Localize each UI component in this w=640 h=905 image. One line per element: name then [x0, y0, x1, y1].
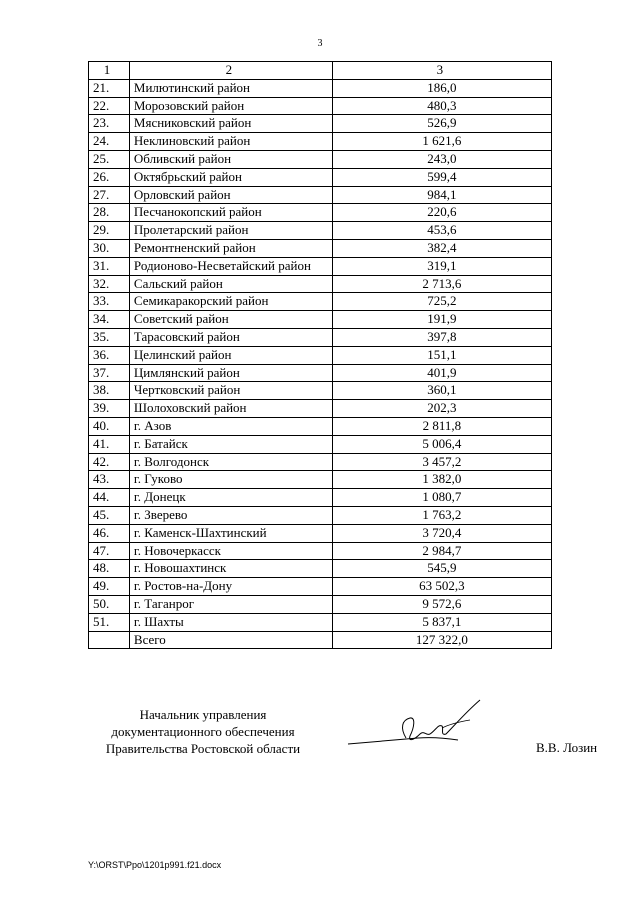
table-row — [89, 79, 552, 97]
position-title — [88, 706, 318, 757]
amount-cell: 3 720,4 — [332, 524, 551, 542]
table-row — [89, 542, 552, 560]
amount-cell: 1 080,7 — [332, 489, 551, 507]
district-name-cell: Неклиновский район — [129, 133, 332, 151]
amount-cell: 397,8 — [332, 328, 551, 346]
district-name-cell: Целинский район — [129, 346, 332, 364]
district-name-cell: Советский район — [129, 311, 332, 329]
row-number-cell: 32. — [89, 275, 130, 293]
total-label-cell: Всего — [129, 631, 332, 649]
amount-cell: 2 984,7 — [332, 542, 551, 560]
district-name-cell: г. Донецк — [129, 489, 332, 507]
district-name-cell: Ремонтненский район — [129, 239, 332, 257]
amount-cell: 220,6 — [332, 204, 551, 222]
amount-cell: 5 006,4 — [332, 435, 551, 453]
page-number: 3 — [317, 38, 323, 49]
row-number-cell: 39. — [89, 400, 130, 418]
header-col-3: 3 — [332, 62, 551, 80]
amount-cell: 545,9 — [332, 560, 551, 578]
table-row — [89, 222, 552, 240]
district-name-cell: Цимлянский район — [129, 364, 332, 382]
row-number-cell: 29. — [89, 222, 130, 240]
table-row — [89, 364, 552, 382]
row-number-cell: 51. — [89, 613, 130, 631]
district-name-cell: г. Волгодонск — [129, 453, 332, 471]
total-blank-cell — [89, 631, 130, 649]
signer-name: В.В. Лозин — [536, 740, 598, 755]
district-name-cell: Песчанокопский район — [129, 204, 332, 222]
amount-cell: 360,1 — [332, 382, 551, 400]
district-name-cell: г. Азов — [129, 417, 332, 435]
amount-cell: 382,4 — [332, 239, 551, 257]
row-number-cell: 43. — [89, 471, 130, 489]
table-row — [89, 239, 552, 257]
table-row — [89, 346, 552, 364]
row-number-cell: 47. — [89, 542, 130, 560]
row-number-cell: 22. — [89, 97, 130, 115]
row-number-cell: 34. — [89, 311, 130, 329]
handwritten-signature — [340, 698, 490, 758]
table-row — [89, 168, 552, 186]
district-name-cell: Чертковский район — [129, 382, 332, 400]
amount-cell: 480,3 — [332, 97, 551, 115]
position-title-line: документационного обеспечения — [111, 724, 295, 739]
row-number-cell: 37. — [89, 364, 130, 382]
table-row — [89, 453, 552, 471]
position-title-line: Начальник управления — [139, 707, 267, 722]
table-row — [89, 382, 552, 400]
row-number-cell: 33. — [89, 293, 130, 311]
amount-cell: 725,2 — [332, 293, 551, 311]
district-name-cell: г. Каменск-Шахтинский — [129, 524, 332, 542]
table-row — [89, 578, 552, 596]
amount-cell: 63 502,3 — [332, 578, 551, 596]
district-name-cell: Семикаракорский район — [129, 293, 332, 311]
table-row — [89, 560, 552, 578]
table-row — [89, 524, 552, 542]
row-number-cell: 41. — [89, 435, 130, 453]
row-number-cell: 27. — [89, 186, 130, 204]
amount-cell: 191,9 — [332, 311, 551, 329]
district-name-cell: Милютинский район — [129, 79, 332, 97]
table-header-row — [89, 62, 552, 80]
row-number-cell: 31. — [89, 257, 130, 275]
amount-cell: 984,1 — [332, 186, 551, 204]
district-name-cell: Пролетарский район — [129, 222, 332, 240]
amount-cell: 526,9 — [332, 115, 551, 133]
row-number-cell: 28. — [89, 204, 130, 222]
file-path: Y:\ORST\Ppo\1201p991.f21.docx — [88, 860, 222, 870]
table-row — [89, 204, 552, 222]
amount-cell: 202,3 — [332, 400, 551, 418]
row-number-cell: 30. — [89, 239, 130, 257]
total-value-cell: 127 322,0 — [332, 631, 551, 649]
position-title-line: Правительства Ростовской области — [105, 741, 301, 756]
row-number-cell: 45. — [89, 506, 130, 524]
table-row — [89, 311, 552, 329]
row-number-cell: 44. — [89, 489, 130, 507]
amount-cell: 5 837,1 — [332, 613, 551, 631]
district-name-cell: г. Таганрог — [129, 595, 332, 613]
table-row — [89, 186, 552, 204]
district-name-cell: Сальский район — [129, 275, 332, 293]
row-number-cell: 35. — [89, 328, 130, 346]
district-name-cell: Орловский район — [129, 186, 332, 204]
row-number-cell: 49. — [89, 578, 130, 596]
header-col-2: 2 — [129, 62, 332, 80]
amount-cell: 1 382,0 — [332, 471, 551, 489]
district-name-cell: Морозовский район — [129, 97, 332, 115]
district-name-cell: г. Шахты — [129, 613, 332, 631]
header-col-1: 1 — [89, 62, 130, 80]
amount-cell: 599,4 — [332, 168, 551, 186]
amount-cell: 3 457,2 — [332, 453, 551, 471]
table-row — [89, 471, 552, 489]
row-number-cell: 21. — [89, 79, 130, 97]
district-name-cell: г. Новошахтинск — [129, 560, 332, 578]
district-name-cell: г. Новочеркасск — [129, 542, 332, 560]
row-number-cell: 46. — [89, 524, 130, 542]
amount-cell: 453,6 — [332, 222, 551, 240]
district-name-cell: г. Зверево — [129, 506, 332, 524]
table-row — [89, 489, 552, 507]
row-number-cell: 23. — [89, 115, 130, 133]
allocation-table — [88, 61, 552, 649]
amount-cell: 9 572,6 — [332, 595, 551, 613]
district-name-cell: г. Батайск — [129, 435, 332, 453]
table-row — [89, 115, 552, 133]
amount-cell: 2 713,6 — [332, 275, 551, 293]
row-number-cell: 42. — [89, 453, 130, 471]
district-name-cell: Тарасовский район — [129, 328, 332, 346]
table-row — [89, 595, 552, 613]
table-row — [89, 133, 552, 151]
total-row — [89, 631, 552, 649]
row-number-cell: 48. — [89, 560, 130, 578]
district-name-cell: г. Гуково — [129, 471, 332, 489]
district-name-cell: Мясниковский район — [129, 115, 332, 133]
table-row — [89, 293, 552, 311]
amount-cell: 2 811,8 — [332, 417, 551, 435]
amount-cell: 243,0 — [332, 150, 551, 168]
table-row — [89, 275, 552, 293]
table-row — [89, 400, 552, 418]
row-number-cell: 50. — [89, 595, 130, 613]
table-row — [89, 97, 552, 115]
table-row — [89, 435, 552, 453]
amount-cell: 1 621,6 — [332, 133, 551, 151]
amount-cell: 401,9 — [332, 364, 551, 382]
amount-cell: 151,1 — [332, 346, 551, 364]
table-row — [89, 257, 552, 275]
table-row — [89, 613, 552, 631]
district-name-cell: г. Ростов-на-Дону — [129, 578, 332, 596]
district-name-cell: Обливский район — [129, 150, 332, 168]
row-number-cell: 24. — [89, 133, 130, 151]
table-row — [89, 150, 552, 168]
row-number-cell: 40. — [89, 417, 130, 435]
row-number-cell: 25. — [89, 150, 130, 168]
amount-cell: 319,1 — [332, 257, 551, 275]
table-row — [89, 328, 552, 346]
district-name-cell: Октябрьский район — [129, 168, 332, 186]
row-number-cell: 26. — [89, 168, 130, 186]
district-name-cell: Шолоховский район — [129, 400, 332, 418]
row-number-cell: 36. — [89, 346, 130, 364]
district-name-cell: Родионово-Несветайский район — [129, 257, 332, 275]
table-row — [89, 417, 552, 435]
amount-cell: 186,0 — [332, 79, 551, 97]
amount-cell: 1 763,2 — [332, 506, 551, 524]
row-number-cell: 38. — [89, 382, 130, 400]
table-row — [89, 506, 552, 524]
